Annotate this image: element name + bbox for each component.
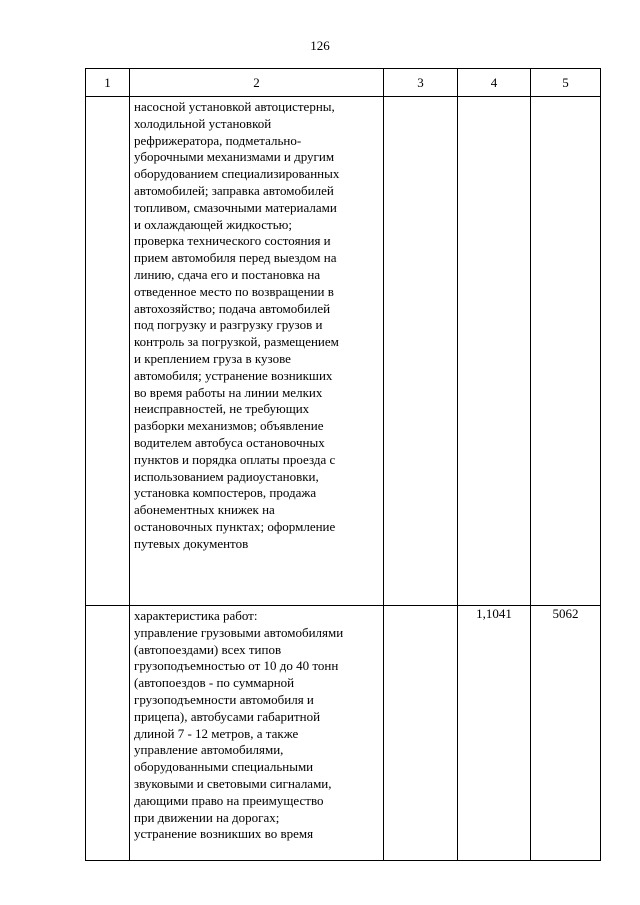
description-line: и креплением груза в кузове [134, 350, 291, 366]
description-line: под погрузку и разгрузку грузов и [134, 317, 323, 333]
row-1-description [130, 97, 384, 606]
table-row [86, 606, 601, 861]
description-line: звуковыми и световыми сигналами, [134, 775, 332, 791]
column-header-5: 5 [531, 69, 601, 97]
description-line: неисправностей, не требующих [134, 401, 310, 417]
description-line: контроль за погрузкой, размещением [134, 334, 339, 350]
description-line: топливом, смазочными материалами [134, 199, 337, 215]
description-line: дающими право на преимущество [134, 792, 324, 808]
description-line: отведенное место по возвращении в [134, 283, 334, 299]
tariff-table [85, 68, 601, 861]
row-1-col-3 [384, 97, 458, 606]
column-header-2: 2 [130, 69, 384, 97]
column-header-4: 4 [458, 69, 531, 97]
description-line: установка компостеров, продажа [134, 485, 317, 501]
table-header-row [86, 69, 601, 97]
description-line: холодильной установкой [134, 115, 272, 131]
description-line: устранение возникших во время [134, 826, 314, 842]
row-2-description [130, 606, 384, 861]
description-line: линию, сдача его и постановка на [134, 266, 321, 282]
description-line: грузоподъемностью от 10 до 40 тонн [134, 658, 339, 674]
description-line: абонементных книжек на [134, 502, 275, 518]
row-2-coefficient: 1,1041 [458, 606, 531, 861]
description-line: (автопоездов - по суммарной [134, 675, 295, 691]
description-line: остановочных пунктах; оформление [134, 518, 336, 534]
description-line: автомобиля; устранение возникших [134, 367, 333, 383]
description-line: оборудованными специальными [134, 759, 314, 775]
description-line: прицепа), автобусами габаритной [134, 708, 321, 724]
description-line: характеристика работ: [134, 608, 258, 623]
description-line: пунктов и порядка оплаты проезда с [134, 451, 336, 467]
description-line: использованием радиоустановки, [134, 468, 319, 484]
row-2-col-3 [384, 606, 458, 861]
page-number: 126 [310, 38, 330, 53]
row-1-coefficient [458, 97, 531, 606]
description-line: уборочными механизмами и другим [134, 149, 335, 165]
description-line: проверка технического состояния и [134, 233, 331, 249]
description-line: и охлаждающей жидкостью; [134, 216, 292, 232]
row-1-description-text [130, 97, 383, 553]
description-line: рефрижератора, подметально- [134, 132, 302, 148]
description-line: путевых документов [134, 535, 249, 551]
description-line: водителем автобуса остановочных [134, 434, 325, 450]
description-line: прием автомобиля перед выездом на [134, 250, 337, 266]
description-line: управление грузовыми автомобилями [134, 624, 344, 640]
row-1-col-1 [86, 97, 130, 606]
description-line: при движении на дорогах; [134, 809, 280, 825]
description-line: автохозяйство; подача автомобилей [134, 300, 331, 316]
description-line: оборудованием специализированных [134, 166, 340, 182]
row-1-salary [531, 97, 601, 606]
description-line: насосной установкой автоцистерны, [134, 99, 335, 114]
description-line: автомобилей; заправка автомобилей [134, 182, 334, 198]
description-line: грузоподъемности автомобиля и [134, 691, 314, 707]
table-row [86, 97, 601, 606]
description-line: длиной 7 - 12 метров, а также [134, 725, 299, 741]
column-header-1: 1 [86, 69, 130, 97]
row-2-description-text [130, 606, 383, 843]
description-line: разборки механизмов; объявление [134, 418, 324, 434]
row-2-col-1 [86, 606, 130, 861]
column-header-3: 3 [384, 69, 458, 97]
description-line: во время работы на линии мелких [134, 384, 323, 400]
row-2-salary: 5062 [531, 606, 601, 861]
description-line: управление автомобилями, [134, 742, 284, 758]
description-line: (автопоездами) всех типов [134, 641, 282, 657]
